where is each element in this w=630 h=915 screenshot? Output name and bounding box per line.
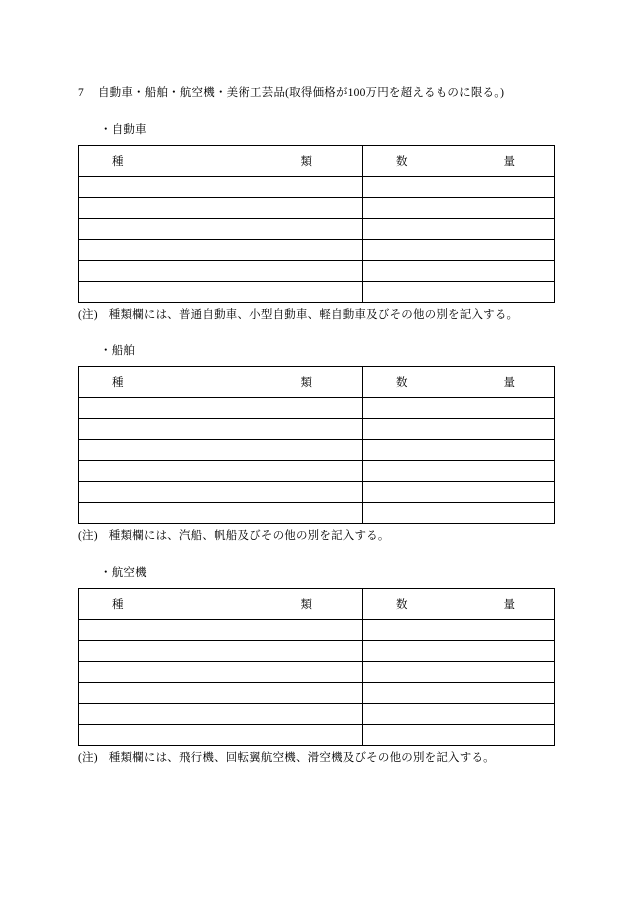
block-label: ・航空機 [100,567,147,579]
note-tag: (注) [78,309,98,321]
column-header-qty-right: 量 [503,599,515,611]
table-row [79,177,555,198]
note-text: 種類欄には、汽船、帆船及びその他の別を記入する。 [108,530,390,542]
table-row [79,282,555,303]
cell-kind[interactable] [79,198,363,219]
cell-kind[interactable] [79,662,363,683]
cell-quantity[interactable] [363,641,555,662]
column-header-kind-right: 類 [300,156,312,168]
table-header-row [79,589,555,620]
cell-quantity[interactable] [363,440,555,461]
table-row [79,461,555,482]
cell-kind[interactable] [79,219,363,240]
block-vehicles [78,121,552,322]
column-header-kind-right: 類 [300,599,312,611]
cell-kind[interactable] [79,461,363,482]
column-header-kind-left: 種 [112,156,124,168]
table-row [79,198,555,219]
cell-kind[interactable] [79,398,363,419]
column-header-kind [79,589,363,620]
table-row [79,725,555,746]
column-header-kind [79,367,363,398]
table-row [79,641,555,662]
section-title: 自動車・船舶・航空機・美術工芸品(取得価格が100万円を超えるものに限る。) [97,87,505,99]
column-header-qty-left: 数 [396,156,408,168]
block-ships [78,342,552,543]
cell-kind[interactable] [79,620,363,641]
table-row [79,398,555,419]
table-row [79,482,555,503]
cell-kind[interactable] [79,240,363,261]
column-header-quantity [363,367,555,398]
column-header-qty-right: 量 [503,156,515,168]
table-row [79,419,555,440]
cell-quantity[interactable] [363,177,555,198]
section-number: 7 [78,87,84,99]
cell-kind[interactable] [79,641,363,662]
column-header-qty-left: 数 [396,377,408,389]
cell-kind[interactable] [79,704,363,725]
cell-quantity[interactable] [363,240,555,261]
cell-quantity[interactable] [363,198,555,219]
cell-quantity[interactable] [363,461,555,482]
column-header-quantity [363,146,555,177]
cell-quantity[interactable] [363,219,555,240]
table-note [78,527,552,543]
table-note [78,749,552,765]
cell-kind[interactable] [79,419,363,440]
note-text: 種類欄には、普通自動車、小型自動車、軽自動車及びその他の別を記入する。 [108,309,519,321]
table-row [79,261,555,282]
table-row [79,620,555,641]
cell-quantity[interactable] [363,725,555,746]
table-header-row [79,146,555,177]
block-aircraft [78,564,552,765]
note-tag: (注) [78,752,98,764]
column-header-qty-left: 数 [396,599,408,611]
table-note [78,306,552,322]
block-label: ・船舶 [100,345,136,357]
cell-quantity[interactable] [363,683,555,704]
ships-table [78,366,555,524]
column-header-quantity [363,589,555,620]
cell-kind[interactable] [79,683,363,704]
cell-kind[interactable] [79,725,363,746]
cell-quantity[interactable] [363,482,555,503]
cell-quantity[interactable] [363,261,555,282]
table-row [79,240,555,261]
cell-quantity[interactable] [363,704,555,725]
cell-kind[interactable] [79,503,363,524]
cell-kind[interactable] [79,282,363,303]
section-heading [78,84,504,100]
cell-kind[interactable] [79,177,363,198]
cell-quantity[interactable] [363,398,555,419]
column-header-qty-right: 量 [503,377,515,389]
table-row [79,503,555,524]
cell-quantity[interactable] [363,662,555,683]
cell-kind[interactable] [79,440,363,461]
vehicles-table [78,145,555,303]
table-row [79,662,555,683]
table-row [79,683,555,704]
column-header-kind-left: 種 [112,377,124,389]
table-row [79,219,555,240]
aircraft-table [78,588,555,746]
column-header-kind-left: 種 [112,599,124,611]
cell-kind[interactable] [79,261,363,282]
table-row [79,440,555,461]
cell-quantity[interactable] [363,419,555,440]
cell-kind[interactable] [79,482,363,503]
note-text: 種類欄には、飛行機、回転翼航空機、滑空機及びその他の別を記入する。 [108,752,495,764]
note-tag: (注) [78,530,98,542]
table-header-row [79,367,555,398]
cell-quantity[interactable] [363,282,555,303]
cell-quantity[interactable] [363,620,555,641]
block-label: ・自動車 [100,124,147,136]
cell-quantity[interactable] [363,503,555,524]
column-header-kind-right: 類 [300,377,312,389]
table-row [79,704,555,725]
column-header-kind [79,146,363,177]
